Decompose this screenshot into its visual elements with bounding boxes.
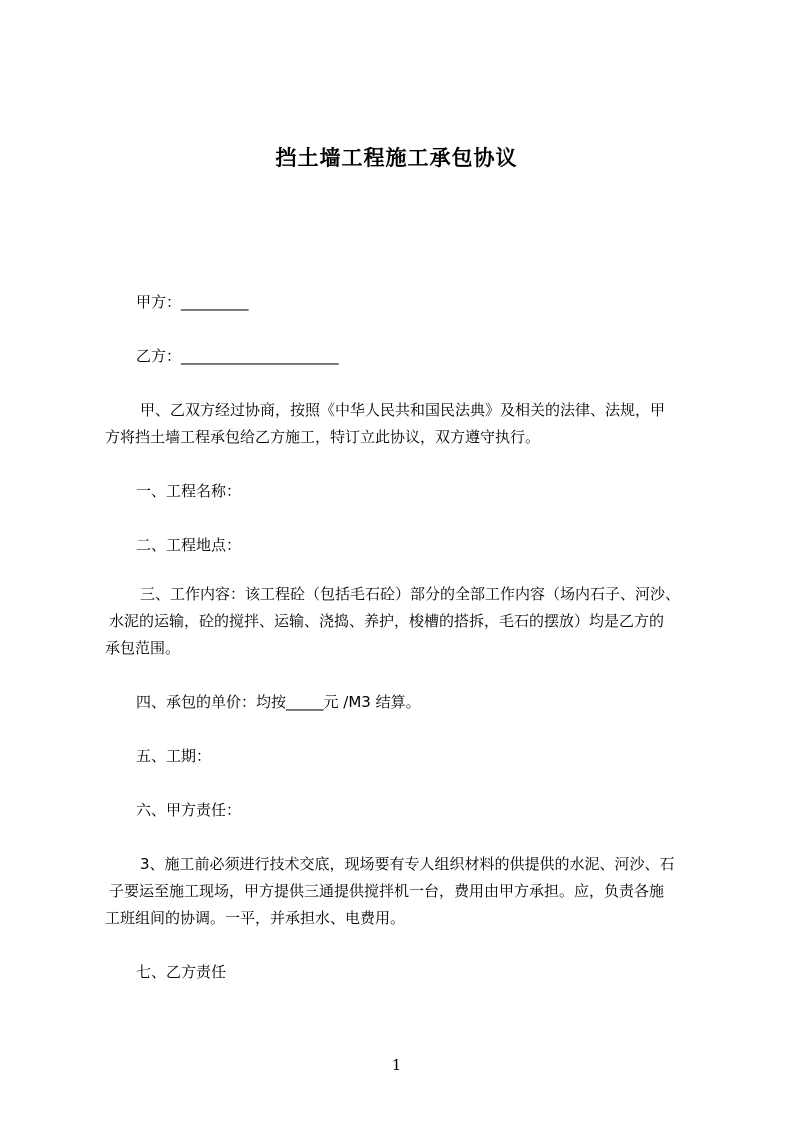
section-5-duration: 五、工期： [136,747,212,765]
intro-line-2: 方将挡土墙工程承包给乙方施工，特订立此协议，双方遵守执行。 [105,428,541,446]
document-title: 挡土墙工程施工承包协议 [275,146,518,170]
section-3-line-3: 承包范围。 [105,639,181,657]
page-number: 1 [391,1056,402,1074]
section-4-prefix: 四、承包的单价：均按 [136,693,287,711]
party-a-blank: _________ [181,293,249,311]
party-b-label: 乙方： [136,347,182,365]
section-2-project-location: 二、工程地点： [136,536,242,554]
intro-line-1: 甲、乙双方经过协商，按照《中华人民共和国民法典》及相关的法律、法规，甲 [140,401,666,419]
party-b-line [136,346,339,366]
party-a-line [136,292,249,312]
party-b-blank: _____________________ [181,347,339,365]
section-3-line-1: 三、工作内容：该工程砼（包括毛石砼）部分的全部工作内容（场内石子、河沙、 [140,585,681,603]
section-1-project-name: 一、工程名称： [136,482,242,500]
section-6-item-line-1: 3、施工前必须进行技术交底，现场要有专人组织材料的供提供的水泥、河沙、石 [140,855,675,873]
section-3-line-2: 水泥的运输，砼的搅拌、运输、浇捣、养护，梭槽的搭拆，毛石的摆放）均是乙方的 [109,612,665,630]
unit-price-blank: _____ [286,693,324,711]
section-7-party-b-duties: 七、乙方责任 [136,963,227,981]
section-6-party-a-duties: 六、甲方责任： [136,801,242,819]
section-6-item-line-2: 子要运至施工现场，甲方提供三通提供搅拌机一台，费用由甲方承担。应，负责各施 [109,882,665,900]
section-6-item-line-3: 工班组间的协调。一平，并承担水、电费用。 [105,909,406,927]
section-4-suffix: 元 /M3 结算。 [323,693,421,711]
section-4-unit-price [136,692,421,712]
party-a-label: 甲方： [136,293,182,311]
